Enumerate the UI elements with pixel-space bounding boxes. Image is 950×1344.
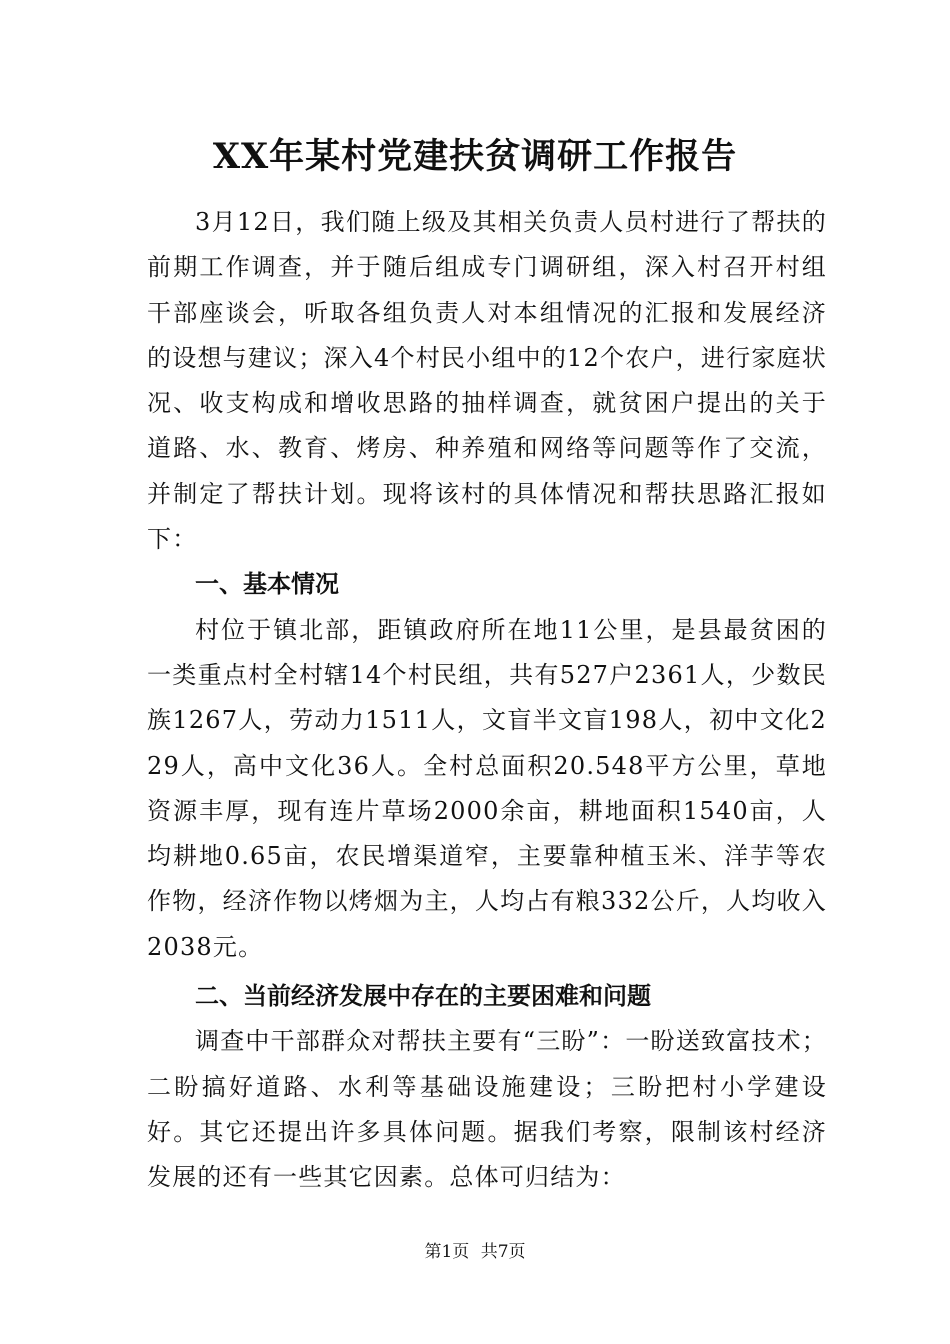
page-number: 第1页 [424, 1242, 470, 1262]
intro-paragraph: 3月12日，我们随上级及其相关负责人员村进行了帮扶的前期工作调查，并于随后组成专门调研组，深入村召开村组干部座谈会，听取各组负责人对本组情况的汇报和发展经济的设想与建议；深入4个村民小组中的12个农户，进行家庭状况、收支构成和增收思路的抽样调查，就贫困户提出的关于道路、水、教育、烤房、种养殖和网络等问题等作了交流，并制定了帮扶计划。现将该村的具体情况和帮扶思路汇报如下： [147, 208, 827, 554]
page-total: 共7页 [480, 1242, 526, 1262]
section-heading-basic-info: 一、基本情况 [195, 570, 339, 599]
document-body [147, 200, 827, 1201]
problems-paragraph: 调查中干部群众对帮扶主要有“三盼”：一盼送致富技术；二盼搞好道路、水利等基础设施建设；三盼把村小学建设好。其它还提出许多具体问题。据我们考察，限制该村经济发展的还有一些其它因素。总体可归结为： [147, 1027, 827, 1192]
section-heading-problems: 二、当前经济发展中存在的主要困难和问题 [195, 982, 651, 1011]
page-footer [0, 1240, 950, 1264]
document-title: XX年某村党建扶贫调研工作报告 [212, 136, 738, 177]
basic-info-paragraph: 村位于镇北部，距镇政府所在地11公里，是县最贫困的一类重点村全村辖14个村民组，共有527户2361人，少数民族1267人，劳动力1511人，文盲半文盲198人，初中文化229人，高中文化36人。全村总面积20.548平方公里，草地资源丰厚，现有连片草场2000余亩，耕地面积1540亩，人均耕地0.65亩，农民增渠道窄，主要靠种植玉米、洋芋等农作物，经济作物以烤烟为主，人均占有粮332公斤，人均收入2038元。 [147, 615, 827, 961]
